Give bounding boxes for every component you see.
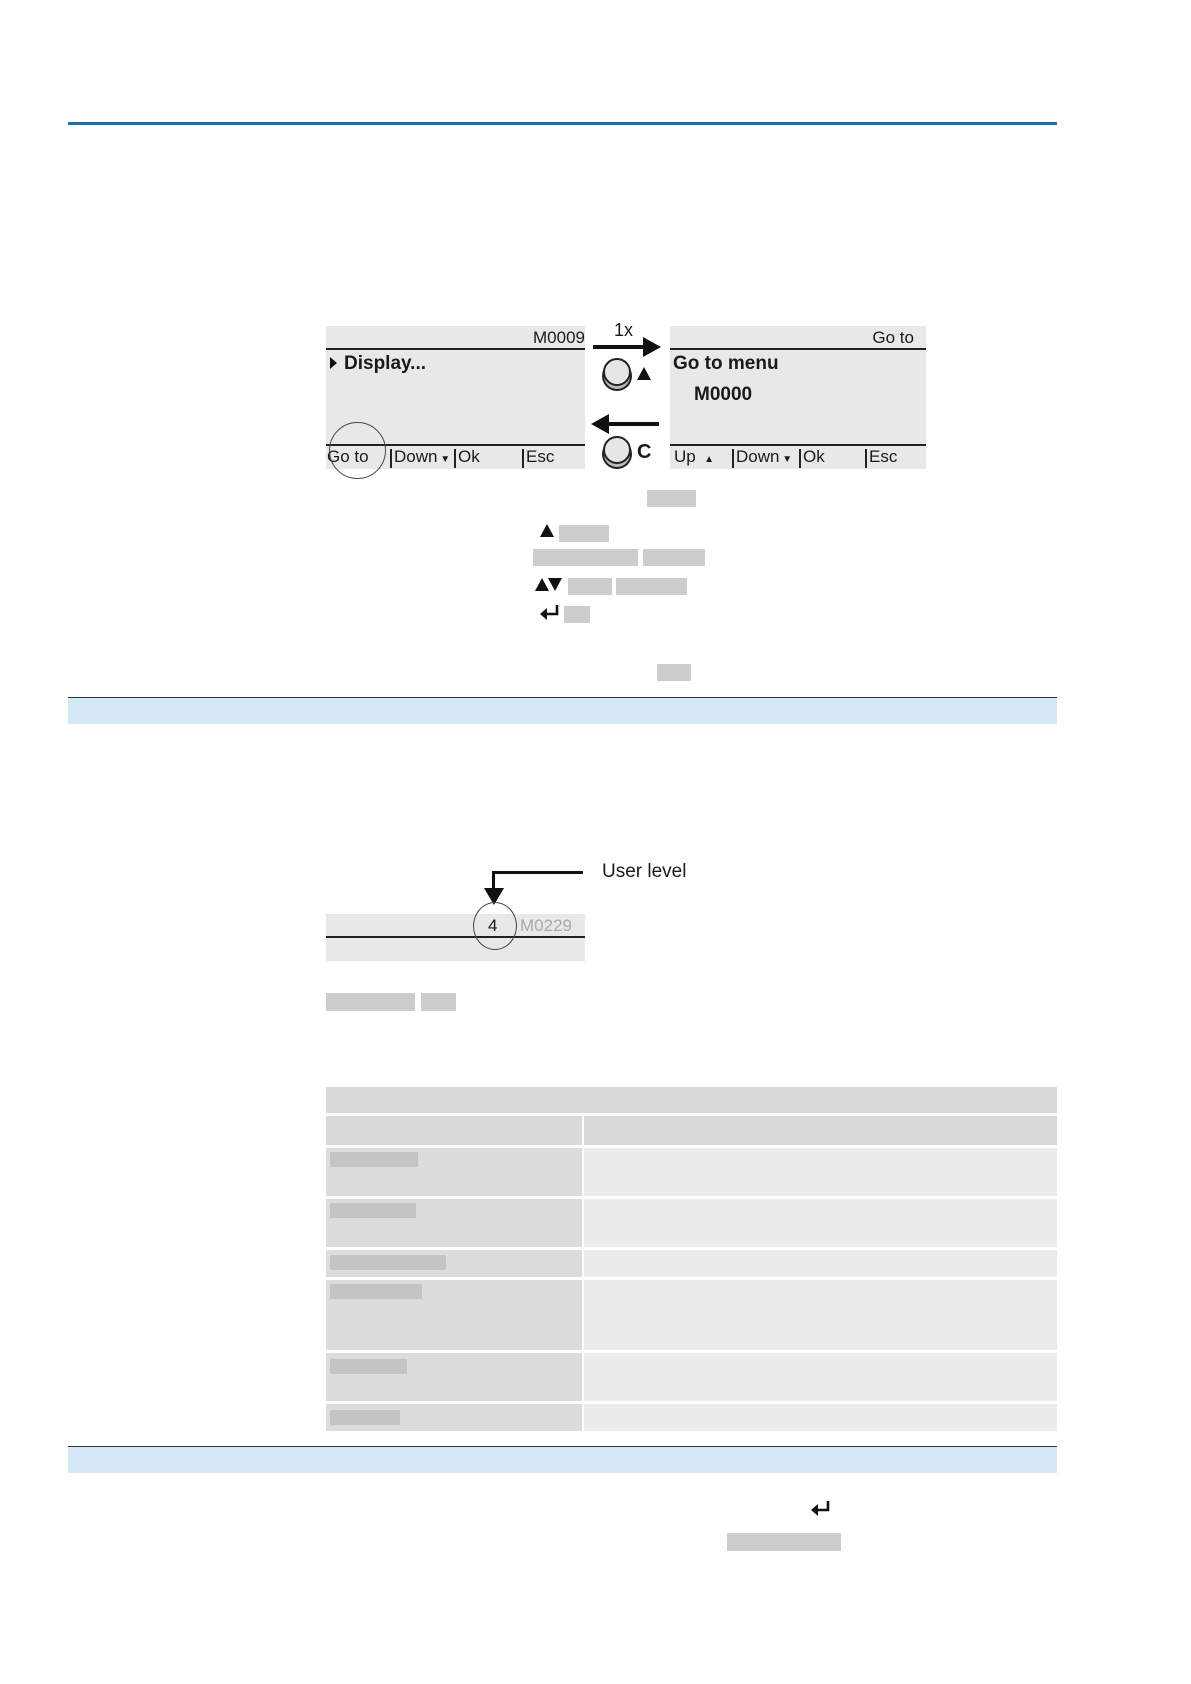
softkey-bar <box>670 447 926 468</box>
table-row <box>326 1353 1057 1401</box>
softkey-esc[interactable]: Esc <box>526 447 555 466</box>
table-cell <box>326 1199 582 1247</box>
arrow-down-small-icon: ▼ <box>779 454 793 465</box>
press-count-label: 1x <box>614 320 634 340</box>
softkey-separator <box>522 449 524 468</box>
redacted-text <box>326 993 415 1011</box>
panel-header-rule <box>326 348 585 350</box>
softkey-up-label: Up <box>674 447 696 466</box>
softkey-separator <box>732 449 734 468</box>
redacted-text <box>616 578 687 595</box>
menu-code: M0229 <box>520 916 572 935</box>
table-cell <box>326 1280 582 1350</box>
table-cell <box>584 1353 1057 1401</box>
arrow-up-small-icon: ▲ <box>695 454 714 465</box>
user-level-value: 4 <box>488 916 498 935</box>
softkey-separator <box>865 449 867 468</box>
menu-code: M0009 <box>533 328 585 347</box>
table-row <box>326 1250 1057 1277</box>
softkey-separator <box>390 449 392 468</box>
redacted-text <box>421 993 456 1011</box>
up-arrow-icon <box>535 578 549 591</box>
table-cell <box>584 1148 1057 1196</box>
menu-item-display: Display... <box>344 353 427 374</box>
table-header-cell <box>584 1116 1057 1145</box>
redacted-text <box>330 1203 416 1218</box>
softkey-ok[interactable]: Ok <box>803 447 825 466</box>
table-cell <box>326 1404 582 1431</box>
user-level-label: User level <box>602 861 687 882</box>
menu-code: Go to <box>872 328 914 347</box>
arrowhead-left-icon <box>591 414 609 434</box>
arrow-right-icon <box>593 345 645 349</box>
button-c-label: C <box>637 441 652 463</box>
goto-menu-value: M0000 <box>694 384 753 405</box>
redacted-text <box>330 1284 422 1299</box>
table-cell <box>584 1199 1057 1247</box>
push-button-icon <box>603 436 631 464</box>
softkey-down[interactable] <box>394 447 450 467</box>
callout-line-horizontal <box>492 871 583 874</box>
redacted-text <box>533 549 638 566</box>
push-button-icon <box>603 358 631 386</box>
section-heading-band <box>68 1447 1057 1473</box>
table-row <box>326 1404 1057 1431</box>
redacted-text <box>568 578 612 595</box>
redacted-text <box>657 664 691 681</box>
table-cell <box>584 1280 1057 1350</box>
selection-pointer-icon <box>330 357 337 369</box>
softkey-ok[interactable]: Ok <box>458 447 480 466</box>
softkey-separator <box>454 449 456 468</box>
redacted-text <box>330 1410 400 1425</box>
softkey-down-label: Down <box>736 447 780 466</box>
softkey-up[interactable] <box>674 447 714 467</box>
softkey-separator <box>799 449 801 468</box>
softkey-esc[interactable]: Esc <box>869 447 898 466</box>
redacted-text <box>727 1533 841 1551</box>
down-arrow-icon <box>548 578 562 591</box>
table-cell <box>326 1250 582 1277</box>
table-header-cell <box>326 1116 582 1145</box>
arrowhead-right-icon <box>643 337 661 357</box>
arrow-down-small-icon: ▼ <box>437 454 451 465</box>
redacted-text <box>643 549 705 566</box>
section-heading-band <box>68 698 1057 724</box>
panel-footer-rule <box>670 444 926 446</box>
softkey-goto[interactable]: Go to <box>327 447 369 466</box>
header-rule <box>68 122 1057 125</box>
redacted-text <box>330 1255 446 1270</box>
arrow-left-icon <box>607 422 659 426</box>
display-left-panel <box>326 326 585 469</box>
redacted-text <box>564 606 590 623</box>
table-cell <box>326 1148 582 1196</box>
display-header-rule <box>326 936 585 938</box>
highlight-circle <box>329 422 386 479</box>
softkey-down[interactable] <box>736 447 792 467</box>
table-title-row <box>326 1087 1057 1113</box>
user-level-display <box>326 914 585 961</box>
table-row <box>326 1148 1057 1196</box>
softkey-down-label: Down <box>394 447 438 466</box>
redacted-text <box>647 490 696 507</box>
goto-menu-line: Go to menu <box>673 353 779 374</box>
up-arrow-icon <box>637 367 651 380</box>
table-header-row <box>326 1116 1057 1145</box>
display-right-panel <box>670 326 926 469</box>
table-row <box>326 1280 1057 1350</box>
enter-key-icon <box>539 604 561 622</box>
table-cell <box>326 1353 582 1401</box>
table-row <box>326 1199 1057 1247</box>
panel-header-rule <box>670 348 926 350</box>
table-cell <box>584 1250 1057 1277</box>
redacted-text <box>330 1359 407 1374</box>
redacted-text <box>559 525 609 542</box>
highlight-circle <box>473 902 517 950</box>
table-cell <box>584 1404 1057 1431</box>
up-arrow-icon <box>540 524 554 537</box>
redacted-text <box>330 1152 418 1167</box>
enter-key-icon <box>810 1500 832 1518</box>
